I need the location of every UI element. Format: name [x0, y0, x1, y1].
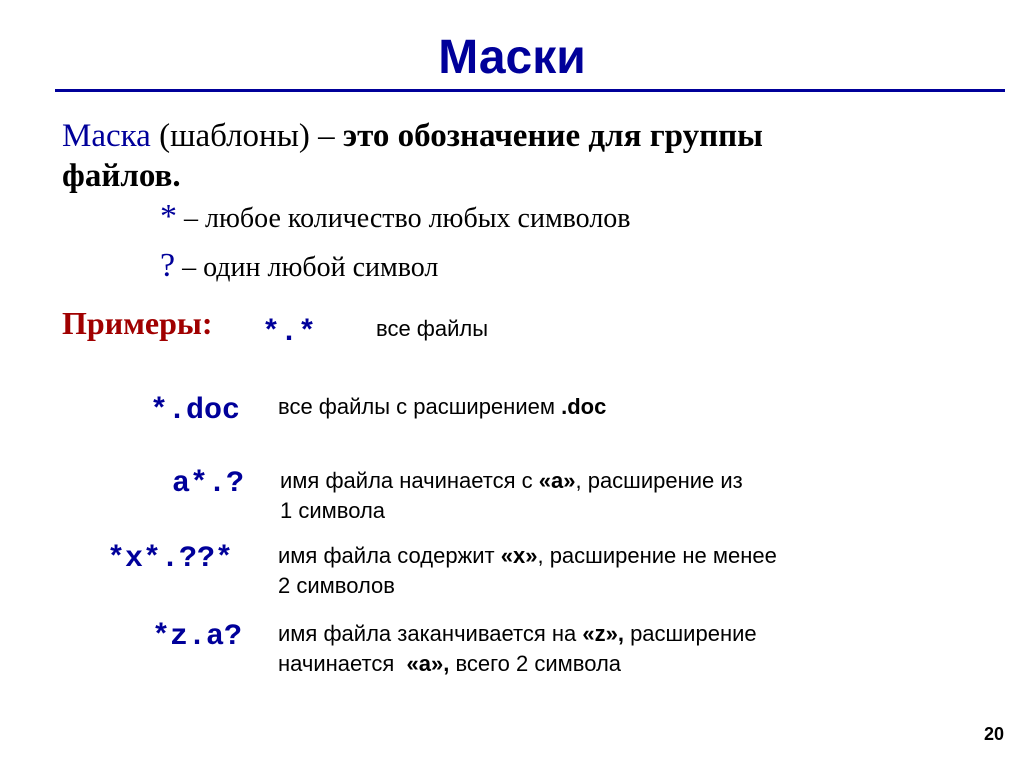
definition-term: Маска — [62, 118, 151, 154]
example-description — [278, 619, 757, 679]
example-description — [280, 466, 743, 526]
wildcard-symbol: ? — [160, 247, 176, 284]
example-desc-text: , расширение из — [575, 468, 743, 493]
example-desc-bold: «x» — [500, 543, 538, 568]
page-number: 20 — [983, 724, 1004, 744]
example-description — [278, 541, 777, 601]
wildcard-symbol: * — [160, 198, 177, 235]
example-mask: a*.? — [172, 467, 245, 501]
wildcard-text: – любое количество любых символов — [177, 203, 631, 234]
wildcard-text: – один любой символ — [175, 252, 439, 283]
example-mask: *.doc — [150, 394, 241, 428]
wildcard-asterisk — [160, 200, 631, 236]
definition-bold: это обозначение для группы — [342, 118, 763, 154]
example-desc-text: всего 2 символа — [449, 651, 622, 676]
example-mask: *.* — [262, 316, 317, 350]
example-desc-bold: «a» — [538, 468, 576, 493]
example-mask: *x*.??* — [107, 542, 234, 576]
title-underline — [55, 89, 1005, 92]
example-desc-text: имя файла начинается с — [280, 468, 539, 493]
slide-title: Маски — [438, 31, 586, 84]
example-desc-text: все файлы с расширением — [278, 394, 562, 419]
example-desc-text: все файлы — [376, 316, 489, 341]
example-desc-bold: «z», — [582, 621, 624, 646]
example-desc-text: имя файла заканчивается на — [278, 621, 583, 646]
example-desc-text: расширение — [623, 621, 757, 646]
example-description — [278, 392, 606, 422]
definition-paragraph — [62, 116, 962, 196]
examples-label: Примеры: — [62, 305, 213, 341]
example-desc-bold: .doc — [561, 394, 607, 419]
wildcard-question — [160, 249, 438, 285]
example-desc-line2: 1 символа — [280, 498, 386, 523]
example-desc-text: имя файла содержит — [278, 543, 501, 568]
example-description — [376, 314, 488, 344]
example-mask: *z.a? — [152, 620, 243, 654]
example-desc-line2: 2 символов — [278, 573, 395, 598]
example-desc-text: , расширение не менее — [537, 543, 777, 568]
definition-paren: (шаблоны) – — [150, 118, 343, 154]
example-desc-bold: «a», — [406, 651, 450, 676]
definition-line2: файлов. — [62, 158, 181, 194]
example-desc-text: начинается — [278, 651, 407, 676]
